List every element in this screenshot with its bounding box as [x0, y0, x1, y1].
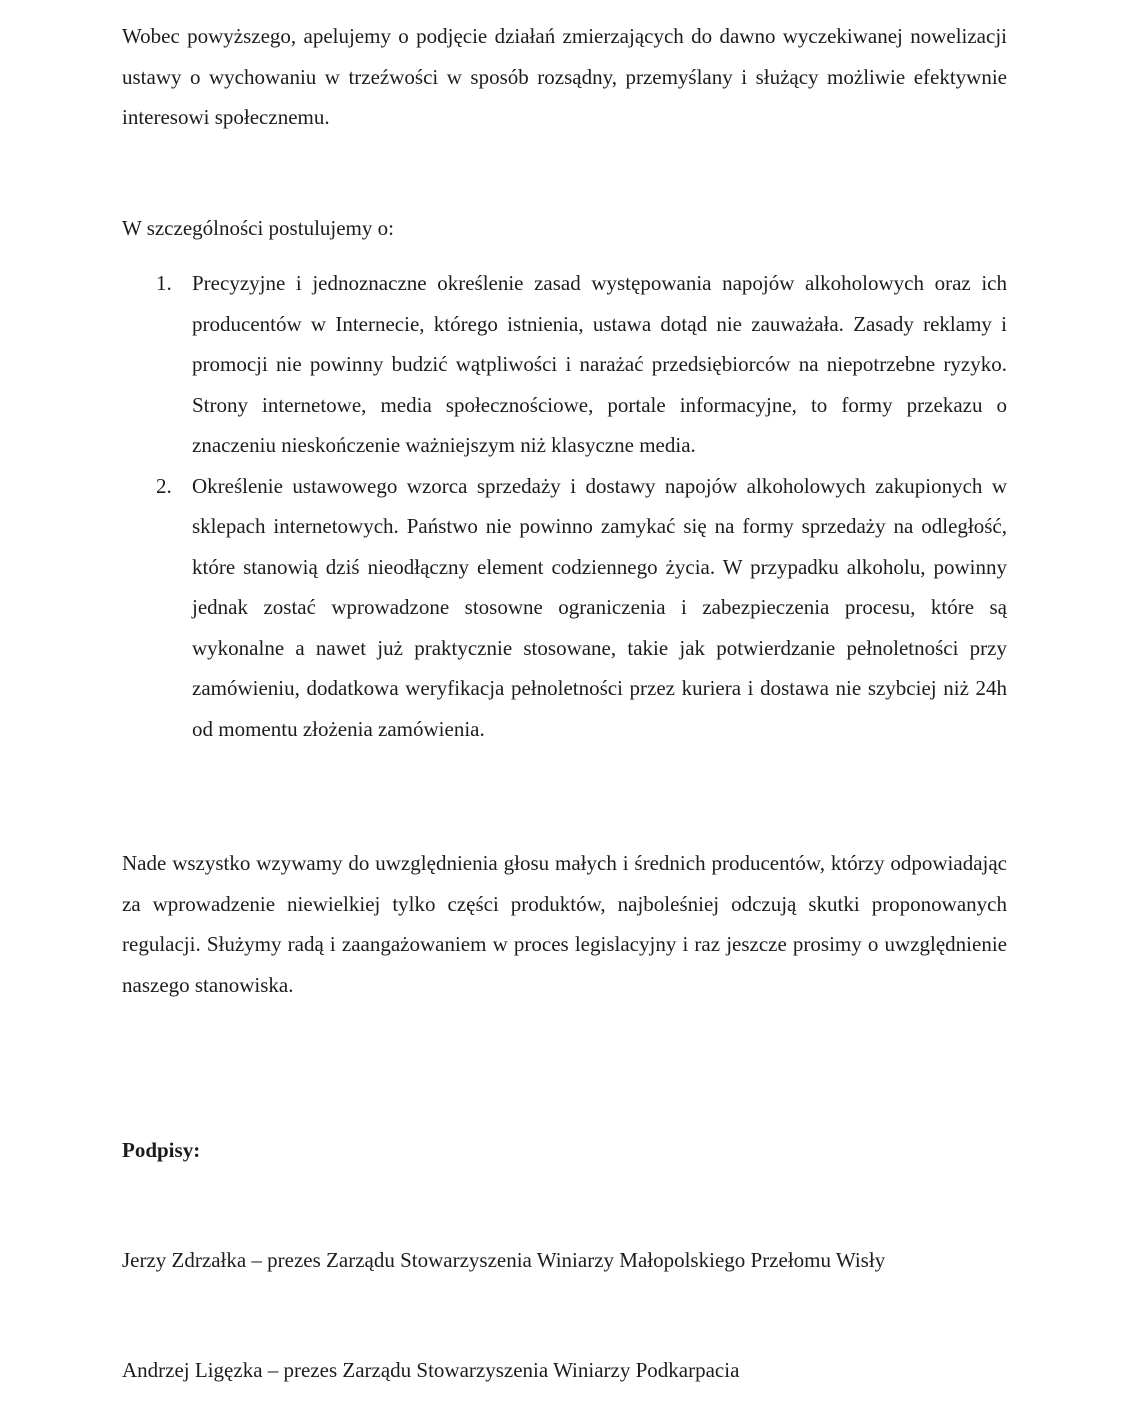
list-item	[156, 466, 1007, 750]
signatures-heading: Podpisy:	[122, 1138, 201, 1162]
list-item	[156, 263, 1007, 466]
signatory: Jerzy Zdrzałka – prezes Zarządu Stowarzyszenia Winiarzy Małopolskiego Przełomu Wisły	[122, 1248, 886, 1272]
postulates-list	[156, 263, 1007, 749]
intro-paragraph: Wobec powyższego, apelujemy o podjęcie działań zmierzających do dawno wyczekiwanej nowelizacji ustawy o wychowaniu w trzeźwości w sposób rozsądny, przemyślany i służący możliwie efektywnie interesowi społecznemu.	[122, 24, 1007, 129]
list-item-number: 2.	[156, 473, 172, 498]
signatory: Andrzej Ligęzka – prezes Zarządu Stowarzyszenia Winiarzy Podkarpacia	[122, 1358, 740, 1382]
closing-paragraph: Nade wszystko wzywamy do uwzględnienia głosu małych i średnich producentów, którzy odpowiadając za wprowadzenie niewielkiej tylko części produktów, najboleśniej odczują skutki proponowanych regulacji. Służymy radą i zaangażowaniem w proces legislacyjny i raz jeszcze prosimy o uwzględnienie naszego stanowiska.	[122, 851, 1007, 997]
postulates-lead: W szczególności postulujemy o:	[122, 216, 394, 240]
list-item-text: Określenie ustawowego wzorca sprzedaży i dostawy napojów alkoholowych zakupionych w sklepach internetowych. Państwo nie powinno zamykać się na formy sprzedaży na odległość, które stanowią dziś nieodłączny element codziennego życia. W przypadku alkoholu, powinny jednak zostać wprowadzone stosowne ograniczenia i zabezpieczenia procesu, które są wykonalne a nawet już praktycznie stosowane, takie jak potwierdzanie pełnoletności przy zamówieniu, dodatkowa weryfikacja pełnoletności przez kuriera i dostawa nie szybciej niż 24h od momentu złożenia zamówienia.	[192, 473, 1007, 741]
list-item-text: Precyzyjne i jednoznaczne określenie zasad występowania napojów alkoholowych oraz ich producentów w Internecie, którego istnienia, ustawa dotąd nie zauważała. Zasady reklamy i promocji nie powinny budzić wątpliwości i narażać przedsiębiorców na niepotrzebne ryzyko. Strony internetowe, media społecznościowe, portale informacyjne, to formy przekazu o znaczeniu nieskończenie ważniejszym niż klasyczne media.	[192, 271, 1007, 457]
list-item-number: 1.	[156, 271, 172, 295]
